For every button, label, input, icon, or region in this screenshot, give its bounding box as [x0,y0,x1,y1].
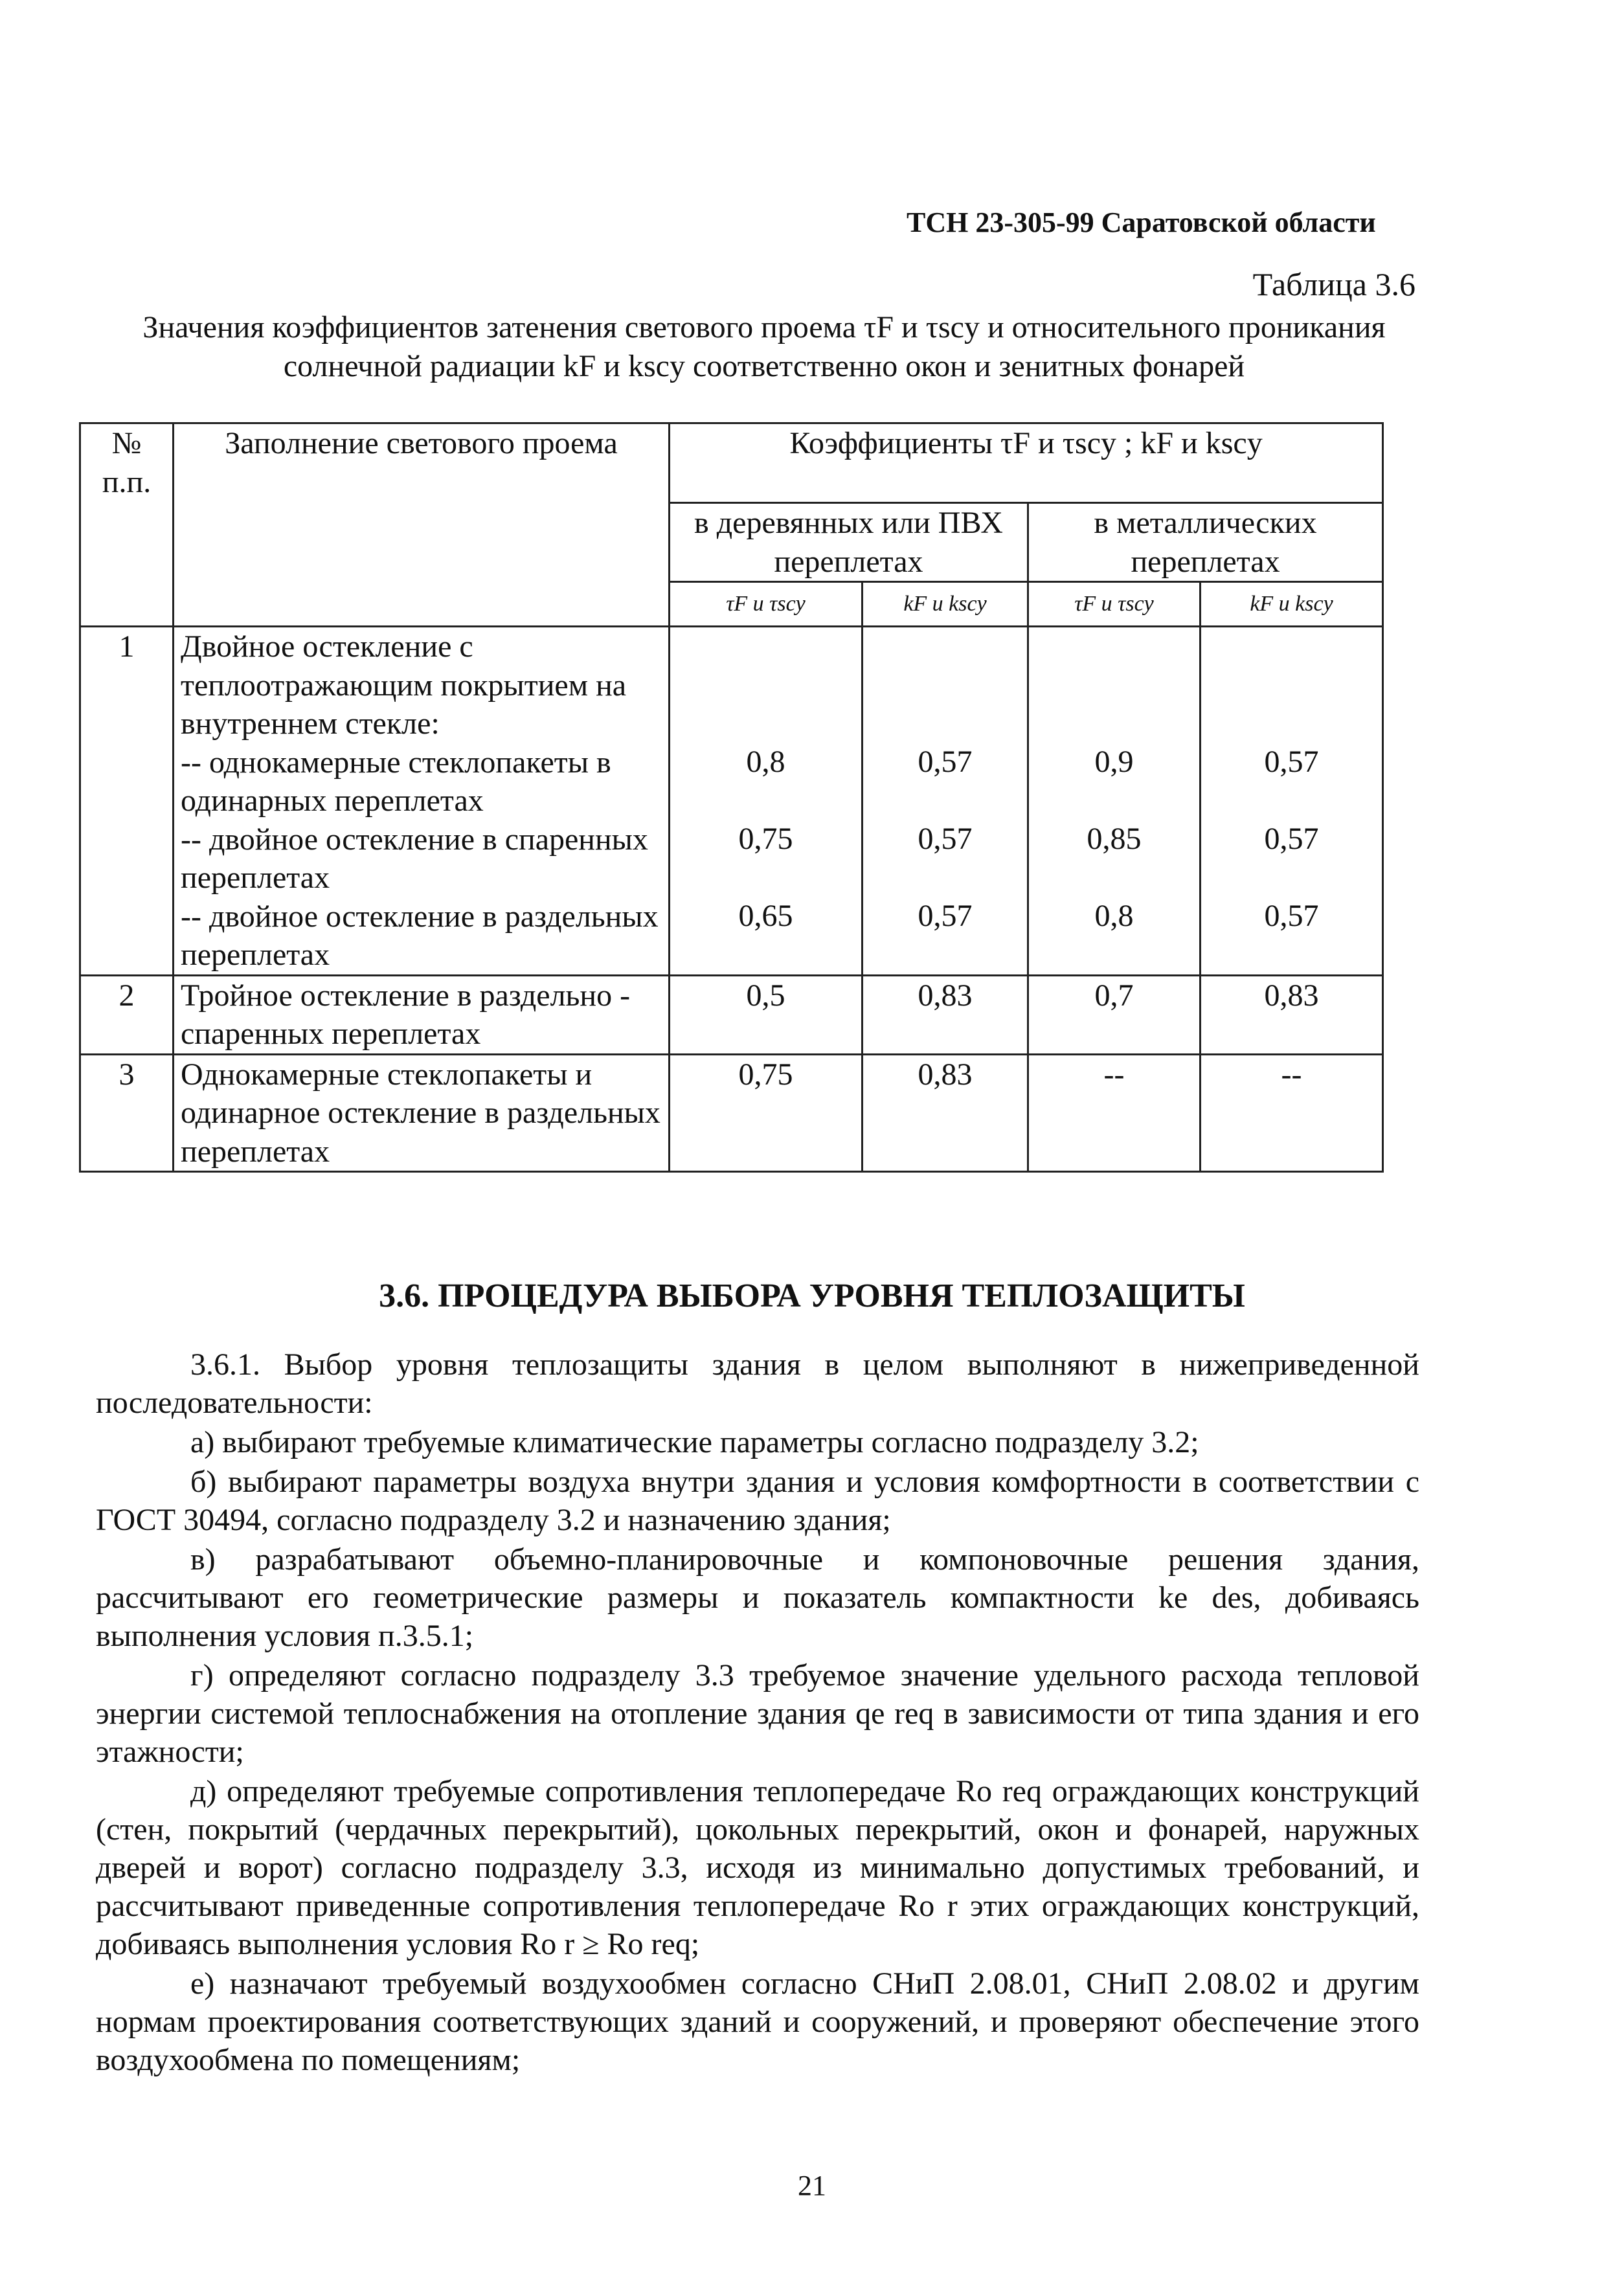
cell-tau-metal: -- [1028,1054,1201,1172]
col-header-filling: Заполнение светового проема [174,423,670,627]
col-header-wooden: в деревянных или ПВХ переплетах [670,503,1028,582]
col-header-tau-wooden: τF и τscy [670,582,863,627]
cell-k-wooden [863,627,1028,976]
paragraph-g: г) определяют согласно подразделу 3.3 требуемое значение удельного расхода тепловой энергии системой теплоснабжения на отопление здания qe req в зависимости от типа здания и его этажности; [96,1658,1419,1769]
paragraph-d: д) определяют требуемые сопротивления теплопередаче Ro req ограждающих конструкций (стен, покрытий (чердачных перекрытий), цокольных перекрытий, окон и фонарей, наружных дверей и ворот) согласно подразделу 3.3, исходя из минимально допустимых требований, и рассчитывают приведенные сопротивления теплопередаче Ro r этих ограждающих конструкций, добиваясь выполнения условия Ro r ≥ Ro req; [96,1774,1419,1961]
table-caption: Значения коэффициентов затенения светового проема τF и τscy и относительного проникания солнечной радиации kF и kscy соответственно окон и зенитных фонарей [142,310,1386,383]
cell-value: 0,75 [738,822,793,857]
cell-k-metal [1201,627,1383,976]
cell-value: 0,65 [738,899,793,934]
cell-k-wooden: 0,83 [863,975,1028,1054]
paragraph-b: б) выбирают параметры воздуха внутри здания и условия комфортности в соответствии с ГОСТ 30494, согласно подразделу 3.2 и назначению здания; [96,1465,1419,1537]
col-header-number: № п.п. [80,423,174,627]
row-description: Тройное остекление в раздельно - спаренных переплетах [174,975,670,1054]
coefficients-table [79,422,1384,1173]
cell-tau-wooden: 0,75 [670,1054,863,1172]
paragraph-v: в) разрабатывают объемно-планировочные и компоновочные решения здания, рассчитывают его геометрические размеры и показатель компактности ke des, добиваясь выполнения условия п.3.5.1; [96,1542,1419,1653]
col-header-k-metal: kF и kscy [1201,582,1383,627]
paragraph-3-6-1: 3.6.1. Выбор уровня теплозащиты здания в целом выполняют в нижеприведенной последовательности: [96,1347,1419,1420]
cell-value: 0,8 [746,745,785,780]
paragraph-e: е) назначают требуемый воздухообмен согласно СНиП 2.08.01, СНиП 2.08.02 и другим нормам проектирования соответствующих зданий и сооружений, и проверяют обеспечение этого воздухообмена по помещениям; [96,1966,1419,2077]
cell-tau-wooden [670,627,863,976]
row-description: Двойное остекление с теплоотражающим покрытием на внутреннем стекле: -- однокамерные стеклопакеты в одинарных переплетах -- двойное остекление в спаренных переплетах -- двойное остекление в раздельных переплетах [174,627,670,976]
row-number: 1 [80,627,174,976]
cell-value: 0,85 [1087,822,1142,857]
cell-tau-wooden: 0,5 [670,975,863,1054]
cell-value: 0,9 [1094,745,1134,780]
row-number: 2 [80,975,174,1054]
cell-k-metal: -- [1201,1054,1383,1172]
table-row [80,975,1383,1054]
col-header-k-wooden: kF и kscy [863,582,1028,627]
col-header-tau-metal: τF и τscy [1028,582,1201,627]
row-description: Однокамерные стеклопакеты и одинарное остекление в раздельных переплетах [174,1054,670,1172]
header-code: ТСН 23-305-99 Саратовской области [907,207,1376,238]
cell-value: 0,57 [918,822,973,857]
table-row [80,1054,1383,1172]
cell-value: 0,57 [1264,745,1319,780]
table-label: Таблица 3.6 [1252,266,1415,302]
cell-tau-metal: 0,7 [1028,975,1201,1054]
cell-value: 0,8 [1094,899,1134,934]
col-header-coefficients: Коэффициенты τF и τscy ; kF и kscy [670,423,1383,503]
cell-value: 0,57 [1264,899,1319,934]
cell-value: 0,57 [1264,822,1319,857]
col-header-metal: в металлических переплетах [1028,503,1383,582]
row-number: 3 [80,1054,174,1172]
cell-k-wooden: 0,83 [863,1054,1028,1172]
page-number: 21 [798,2170,826,2201]
table-row [80,627,1383,976]
section-body [96,1345,1419,2080]
cell-k-metal: 0,83 [1201,975,1383,1054]
cell-tau-metal [1028,627,1201,976]
paragraph-a: а) выбирают требуемые климатические параметры согласно подразделу 3.2; [190,1425,1199,1459]
section-title: 3.6. ПРОЦЕДУРА ВЫБОРА УРОВНЯ ТЕПЛОЗАЩИТЫ [379,1277,1245,1314]
cell-value: 0,57 [918,899,973,934]
cell-value: 0,57 [918,745,973,780]
